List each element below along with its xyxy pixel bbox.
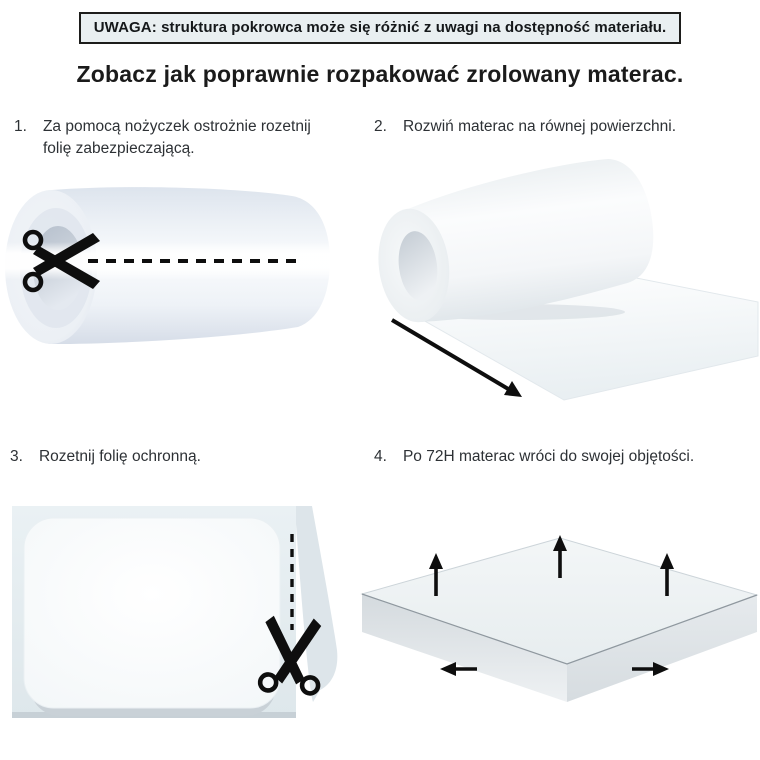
- unrolling-mattress-illustration: [360, 148, 760, 414]
- rolled-mattress-illustration: [0, 170, 340, 402]
- film-cut-illustration: [0, 490, 340, 746]
- expanding-mattress-illustration: [360, 516, 760, 746]
- step-1-text: [0, 116, 360, 160]
- film-cut-flap: [296, 506, 337, 702]
- step-4: [360, 446, 760, 746]
- flat-mattress: [24, 518, 280, 708]
- step-number: 3.: [10, 448, 23, 465]
- step-3: [0, 446, 360, 746]
- step-label: Rozetnij folię ochronną.: [38, 448, 201, 465]
- step-label: Po 72H materac wróci do swojej objętości.: [402, 448, 695, 465]
- step-label: Za pomocą nożyczek ostrożnie rozetnij folię zabezpieczającą.: [42, 118, 311, 157]
- step-2-text: [360, 116, 760, 138]
- step-number: 2.: [374, 118, 387, 135]
- notice-banner: UWAGA: struktura pokrowca może się różnić z uwagi na dostępność materiału.: [79, 12, 682, 44]
- step-number: 4.: [374, 448, 387, 465]
- step-1: [0, 116, 360, 446]
- step-4-text: [360, 446, 760, 468]
- step-label: Rozwiń materac na równej powierzchni.: [402, 118, 677, 135]
- step-3-text: [0, 446, 360, 468]
- step-number: 1.: [14, 118, 27, 135]
- steps-grid: [0, 116, 760, 746]
- notice-banner-wrap: [0, 0, 760, 44]
- page-title: Zobacz jak poprawnie rozpakować zrolowany materac.: [76, 61, 684, 87]
- step-2: [360, 116, 760, 446]
